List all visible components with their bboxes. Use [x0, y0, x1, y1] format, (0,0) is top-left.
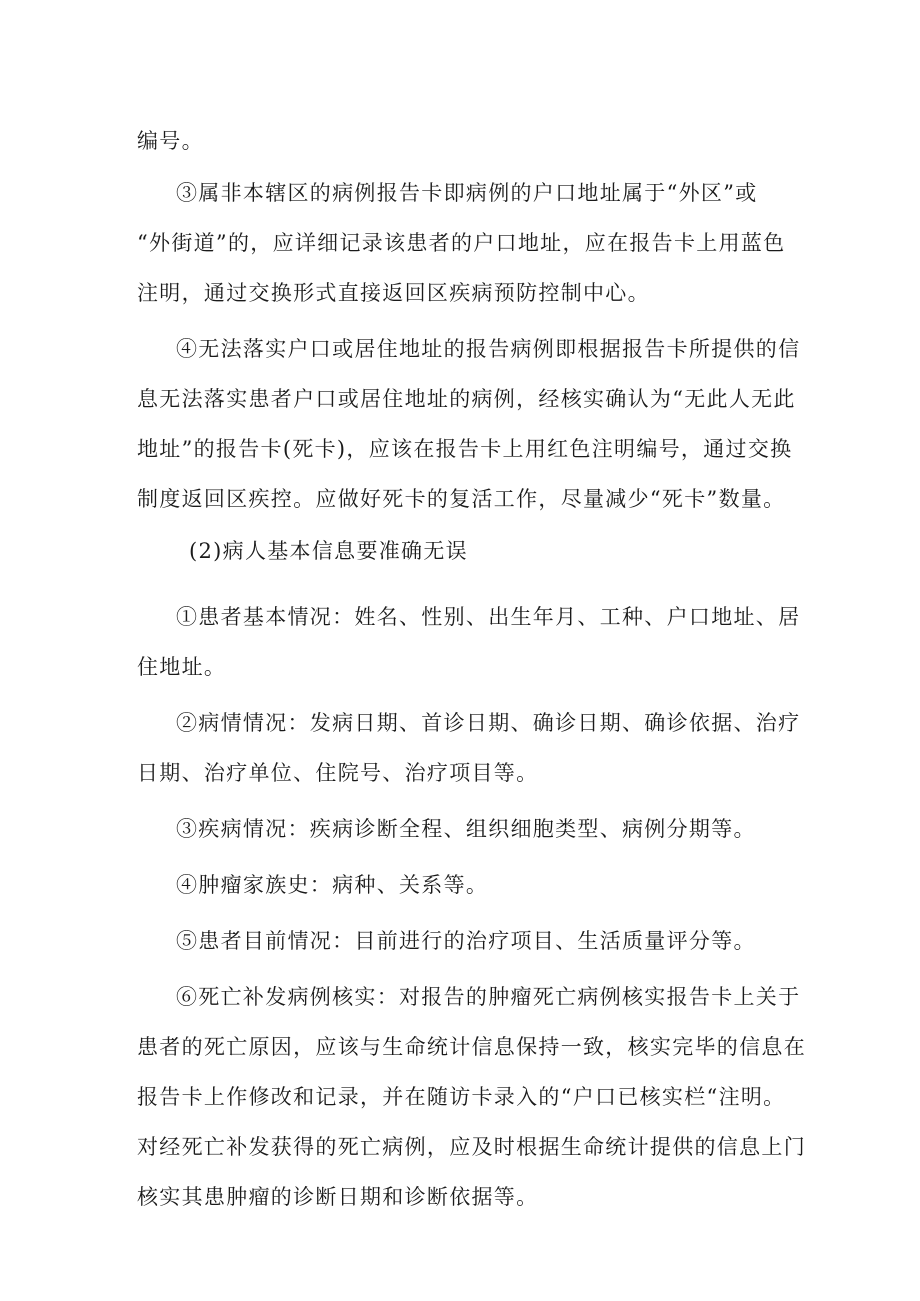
text-line-3: “外街道”的，应详细记录该患者的户口地址，应在报告卡上用蓝色 [137, 231, 786, 255]
text-line-10: ①患者基本情况：姓名、性别、出生年月、工种、户口地址、居 [176, 605, 801, 629]
text-line-21: 核实其患肿瘤的诊断日期和诊断依据等。 [137, 1185, 539, 1209]
section-heading: (2)病人基本信息要准确无误 [189, 539, 468, 563]
text-line-11: 住地址。 [137, 655, 227, 679]
text-line-13: 日期、治疗单位、住院号、治疗项目等。 [137, 761, 539, 785]
text-line-15: ④肿瘤家族史：病种、关系等。 [176, 873, 489, 897]
text-line-19: 报告卡上作修改和记录，并在随访卡录入的“户口已核实栏“注明。 [137, 1085, 786, 1109]
text-line-4: 注明，通过交换形式直接返回区疾病预防控制中心。 [137, 281, 650, 305]
text-line-17: ⑥死亡补发病例核实：对报告的肿瘤死亡病例核实报告卡上关于 [176, 985, 801, 1009]
text-line-20: 对经死亡补发获得的死亡病例，应及时根据生命统计提供的信息上门 [137, 1135, 806, 1159]
text-line-5: ④无法落实户口或居住地址的报告病例即根据报告卡所提供的信 [176, 337, 801, 361]
text-line-16: ⑤患者目前情况：目前进行的治疗项目、生活质量评分等。 [176, 929, 756, 953]
text-line-1: 编号。 [137, 129, 204, 153]
text-line-2: ③属非本辖区的病例报告卡即病例的户口地址属于“外区”或 [176, 181, 758, 205]
text-line-8: 制度返回区疾控。应做好死卡的复活工作，尽量减少“死卡”数量。 [137, 487, 786, 511]
text-line-18: 患者的死亡原因，应该与生命统计信息保持一致，核实完毕的信息在 [137, 1035, 806, 1059]
text-line-7: 地址”的报告卡(死卡)，应该在报告卡上用红色注明编号，通过交换 [137, 437, 793, 461]
text-line-14: ③疾病情况：疾病诊断全程、组织细胞类型、病例分期等。 [176, 817, 756, 841]
text-line-12: ②病情情况：发病日期、首诊日期、确诊日期、确诊依据、治疗 [176, 711, 801, 735]
text-line-6: 息无法落实患者户口或居住地址的病例，经核实确认为“无此人无此 [137, 387, 796, 411]
